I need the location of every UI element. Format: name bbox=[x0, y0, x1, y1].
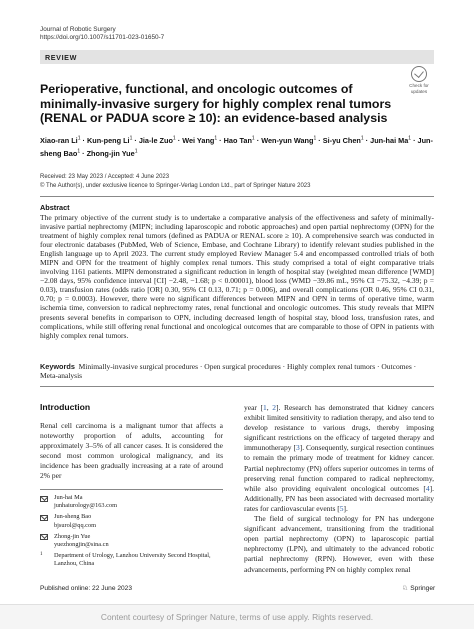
copyright-notice: © The Author(s), under exclusive licence to Springer-Verlag London Ltd., part of Springer Nature 2023 bbox=[40, 183, 311, 189]
introduction-right-column bbox=[244, 403, 434, 575]
footer-notice: Content courtesy of Springer Nature, terms of use apply. Rights reserved. bbox=[100, 612, 374, 622]
check-for-updates-line1: Check for bbox=[409, 83, 429, 88]
received-accepted: Received: 23 May 2023 / Accepted: 4 June 2023 bbox=[40, 174, 170, 180]
springer-horse-icon: ♘ bbox=[402, 585, 409, 592]
check-for-updates-line2: updates bbox=[410, 89, 428, 95]
contact-email[interactable]: yuezhongjin@sina.cn bbox=[54, 541, 109, 549]
author: Wei Yang$^1$ · bbox=[182, 136, 224, 146]
keywords bbox=[40, 362, 434, 380]
publisher-logo bbox=[402, 584, 435, 592]
journal-name: Journal of Robotic Surgery bbox=[40, 26, 116, 33]
abstract-text: The primary objective of the current study is to undertake a comparative analysis of the effectiveness and safety of minimally-invasive partial nephrectomy (MIPN; including laparoscopic and robotic approaches) and open partial nephrectomy (OPN) for the treatment of highly complex renal tumors (defined as PADUA or RENAL score ≥ 10). A comprehensive search was conducted in four electronic databases (PubMed, Web of Science, Embase, and Cochrane Library) to identify relevant studies published in the English language up to April 2023. The current study employed Review Manager 5.4 and encompassed controlled trials of both MIPN and OPN for the treatment of highly complex renal tumors. This study comprised a total of eight comparative trials involving 1161 patients. MIPN demonstrated a significant reduction in length of hospital stay (weighted mean difference [WMD] −2.08 days, 95% confidence interval [CI] −2.48, −1.68; p < 0.00001), blood loss (WMD −39.86 mL, 95% CI −75.32, −4.39; p = 0.03), transfusion rates (odds ratio [OR] 0.30, 95% CI 0.13, 0.71; p = 0.006), and overall complications (OR 0.46, 95% CI 0.31, 0.70; p = 0.0003). However, there were no significant differences between MIPN and OPN in terms of operative time, warm ischemia time, conversion to radical nephrectomy rates, renal functional and oncologic outcomes. This study reveals that MIPN presents several benefits in comparison to OPN, including decreased length of hospital stay, blood loss, transfusion rates, and complications, while still offering renal functional and oncological outcomes that are comparable to those of OPN in patients with highly complex renal tumors. bbox=[40, 213, 434, 340]
author: Si-yu Chen$^1$ · bbox=[322, 136, 371, 146]
contact-name: Jun-hai Ma bbox=[54, 494, 83, 501]
contact-entry bbox=[40, 494, 223, 510]
introduction-paragraph: year [1, 2]. Research has demonstrated that kidney cancers exhibit limited sensitivity to radiation therapy, and also tend to develop resistance to various drugs, thereby imposing significant restrictions on the efficacy of targeted therapy and immunotherapy [3]. Consequently, surgical resection continues to remain the primary mode of treatment for kidney cancer. Partial nephrectomy (PN) offers superior outcomes in terms of preserving renal function compared to radical nephrectomy, while also providing equivalent oncological outcomes [4]. Additionally, PN has been associated with decreased mortality rates for cardiovascular events [5]. bbox=[244, 403, 435, 513]
article-type-label: REVIEW bbox=[45, 52, 77, 62]
check-for-updates-badge[interactable] bbox=[404, 66, 434, 94]
author: Zhong-jin Yue$^1$ bbox=[86, 149, 138, 159]
introduction-paragraph: The field of surgical technology for PN has undergone significant advancement, transitioning from the traditional open partial nephrectomy (OPN) to laparoscopic partial nephrectomy (LPN), and ultimately to the advanced robotic partial nephrectomy (RPN). However, even with these advancements, performing PN on highly complex renal bbox=[244, 514, 434, 574]
citation-link[interactable]: 1 bbox=[263, 403, 267, 412]
citation-link[interactable]: 2 bbox=[272, 403, 276, 412]
correspondence-block bbox=[40, 494, 223, 569]
contact-email[interactable]: bjsurol@qq.com bbox=[54, 521, 97, 529]
publisher-name: Springer bbox=[410, 585, 436, 592]
check-for-updates-icon bbox=[411, 66, 427, 82]
envelope-icon bbox=[40, 515, 48, 521]
contact-name: Zhong-jin Yue bbox=[54, 532, 91, 540]
envelope-icon bbox=[40, 534, 48, 540]
author: Jun-hai $Ma^1$ · bbox=[370, 136, 418, 146]
citation-link[interactable]: 5 bbox=[339, 503, 344, 513]
keywords-label: Keywords bbox=[40, 362, 75, 371]
contact-entry bbox=[40, 533, 223, 549]
article-type-bar bbox=[40, 50, 434, 64]
article-dates bbox=[40, 173, 310, 191]
introduction-left-text: Renal cell carcinoma is a malignant tumor that affects a noteworthy proportion of adults, accounting for approximately 3–5% of all cancer cases. It is considered the second most common urological malignancy, and its incidence has been gradually increasing at a rate of around 2% per bbox=[40, 421, 223, 481]
contact-email[interactable]: junhaiurology@163.com bbox=[54, 502, 117, 510]
divider bbox=[40, 489, 223, 490]
citation-link[interactable]: 4 bbox=[425, 483, 430, 493]
contact-entry bbox=[40, 513, 223, 529]
keywords-text: Minimally-invasive surgical procedures · Open surgical procedures · Highly complex renal tumors · Outcomes · Meta-analysis bbox=[40, 362, 417, 381]
author: Wen-yun Wang$^1$ · bbox=[261, 136, 323, 146]
affiliation bbox=[40, 552, 223, 568]
abstract-heading: Abstract bbox=[40, 203, 70, 212]
author: Xiao-ran $Li^1$ · bbox=[40, 136, 87, 146]
author-list bbox=[40, 134, 434, 160]
journal-doi[interactable]: https://doi.org/10.1007/s11701-023-01650-7 bbox=[40, 34, 165, 42]
author: Hao Tan$^1$ · bbox=[223, 136, 262, 146]
citation-link[interactable]: 3 bbox=[295, 443, 300, 453]
author: Kun-peng $Li^1$ · bbox=[87, 136, 139, 146]
introduction-heading: Introduction bbox=[40, 402, 91, 412]
author: Jia-le Zuo$^1$ · bbox=[138, 136, 183, 146]
affiliation-text: Department of Urology, Lanzhou University Second Hospital, Lanzhou, China bbox=[54, 552, 211, 568]
author: Jun-sheng Bao$^1$ · bbox=[40, 136, 433, 159]
footer-bar bbox=[0, 604, 474, 629]
journal-header bbox=[40, 26, 164, 42]
divider bbox=[40, 386, 434, 387]
article-title: Perioperative, functional, and oncologic outcomes of minimally-invasive surgery for highly complex renal tumors (RENAL or PADUA score ≥ 10): an evidence-based analysis bbox=[40, 82, 392, 126]
affiliation-number: 1 bbox=[40, 552, 43, 558]
published-online: Published online: 22 June 2023 bbox=[40, 585, 133, 592]
contact-name: Jun-sheng Bao bbox=[54, 513, 92, 521]
divider bbox=[40, 196, 434, 197]
envelope-icon bbox=[40, 496, 48, 502]
